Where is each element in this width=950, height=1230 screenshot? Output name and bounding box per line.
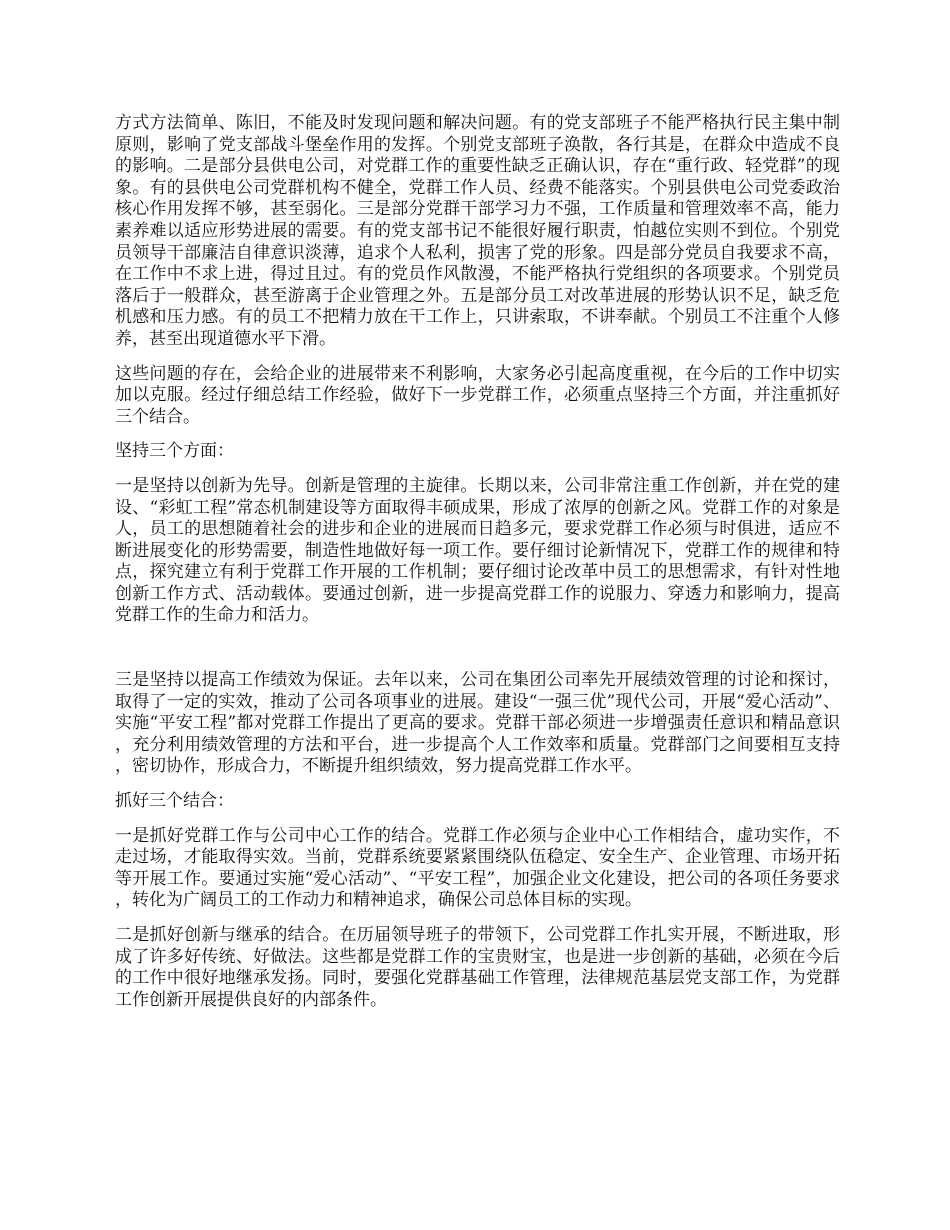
document-body <box>115 113 840 1011</box>
paragraph-performance: 三是坚持以提高工作绩效为保证。去年以来，公司在集团公司率先开展绩效管理的讨论和探讨，取得了一定的实效，推动了公司各项事业的进展。建设“一强三优”现代公司，开展“爱心活动”、实施“平安工程”都对党群工作提出了更高的要求。党群干部必须进一步增强责任意识和精品意识，充分利用绩效管理的方法和平台，进一步提高个人工作效率和质量。党群部门之间要相互支持，密切协作，形成合力，不断提升组织绩效，努力提高党群工作水平。 <box>115 670 840 777</box>
paragraph-summary: 这些问题的存在，会给企业的进展带来不利影响，大家务必引起高度重视，在今后的工作中切实加以克服。经过仔细总结工作经验，做好下一步党群工作，必须重点坚持三个方面，并注重抓好三个结合。 <box>115 363 840 427</box>
paragraph-central-work: 一是抓好党群工作与公司中心工作的结合。党群工作必须与企业中心工作相结合，虚功实作，不走过场，才能取得实效。当前，党群系统要紧紧围绕队伍稳定、安全生产、企业管理、市场开拓等开展工作。要通过实施“爱心活动”、“平安工程”，加强企业文化建设，把公司的各项任务要求，转化为广阔员工的工作动力和精神追求，确保公司总体目标的实现。 <box>115 825 840 911</box>
paragraph-innovation-inheritance: 二是抓好创新与继承的结合。在历届领导班子的带领下，公司党群工作扎实开展，不断进取，形成了许多好传统、好做法。这些都是党群工作的宝贵财宝，也是进一步创新的基础，必须在今后的工作中很好地继承发扬。同时，要强化党群基础工作管理，法律规范基层党支部工作，为党群工作创新开展提供良好的内部条件。 <box>115 925 840 1010</box>
heading-three-aspects: 坚持三个方面： <box>115 441 234 462</box>
paragraph-innovation: 一是坚持以创新为先导。创新是管理的主旋律。长期以来，公司非常注重工作创新，并在党的建设、“彩虹工程”常态机制建设等方面取得丰硕成果，形成了浓厚的创新之风。党群工作的对象是人，员工的思想随着社会的进步和企业的进展而日趋多元，要求党群工作必须与时俱进，适应不断进展变化的形势需要，制造性地做好每一项工作。要仔细讨论新情况下，党群工作的规律和特点，探究建立有利于党群工作开展的工作机制；要仔细讨论改革中员工的思想需求，有针对性地创新工作方式、活动载体。要通过创新，进一步提高党群工作的说服力、穿透力和影响力，提高党群工作的生命力和活力。 <box>115 475 840 626</box>
heading-three-combinations: 抓好三个结合： <box>115 791 234 812</box>
paragraph-problems: 方式方法简单、陈旧，不能及时发现问题和解决问题。有的党支部班子不能严格执行民主集中制原则，影响了党支部战斗堡垒作用的发挥。个别党支部班子涣散，各行其是，在群众中造成不良的影响。二是部分县供电公司，对党群工作的重要性缺乏正确认识，存在“重行政、轻党群”的现象。有的县供电公司党群机构不健全，党群工作人员、经费不能落实。个别县供电公司党委政治核心作用发挥不够，甚至弱化。三是部分党群干部学习力不强，工作质量和管理效率不高，能力素养难以适应形势进展的需要。有的党支部书记不能很好履行职责，怕越位实则不到位。个别党员领导干部廉洁自律意识淡薄，追求个人私利，损害了党的形象。四是部分党员自我要求不高，在工作中不求上进，得过且过。有的党员作风散漫，不能严格执行党组织的各项要求。个别党员落后于一般群众，甚至游离于企业管理之外。五是部分员工对改革进展的形势认识不足，缺乏危机感和压力感。有的员工不把精力放在干工作上，只讲索取，不讲奉献。个别员工不注重个人修养，甚至出现道德水平下滑。 <box>115 113 840 349</box>
